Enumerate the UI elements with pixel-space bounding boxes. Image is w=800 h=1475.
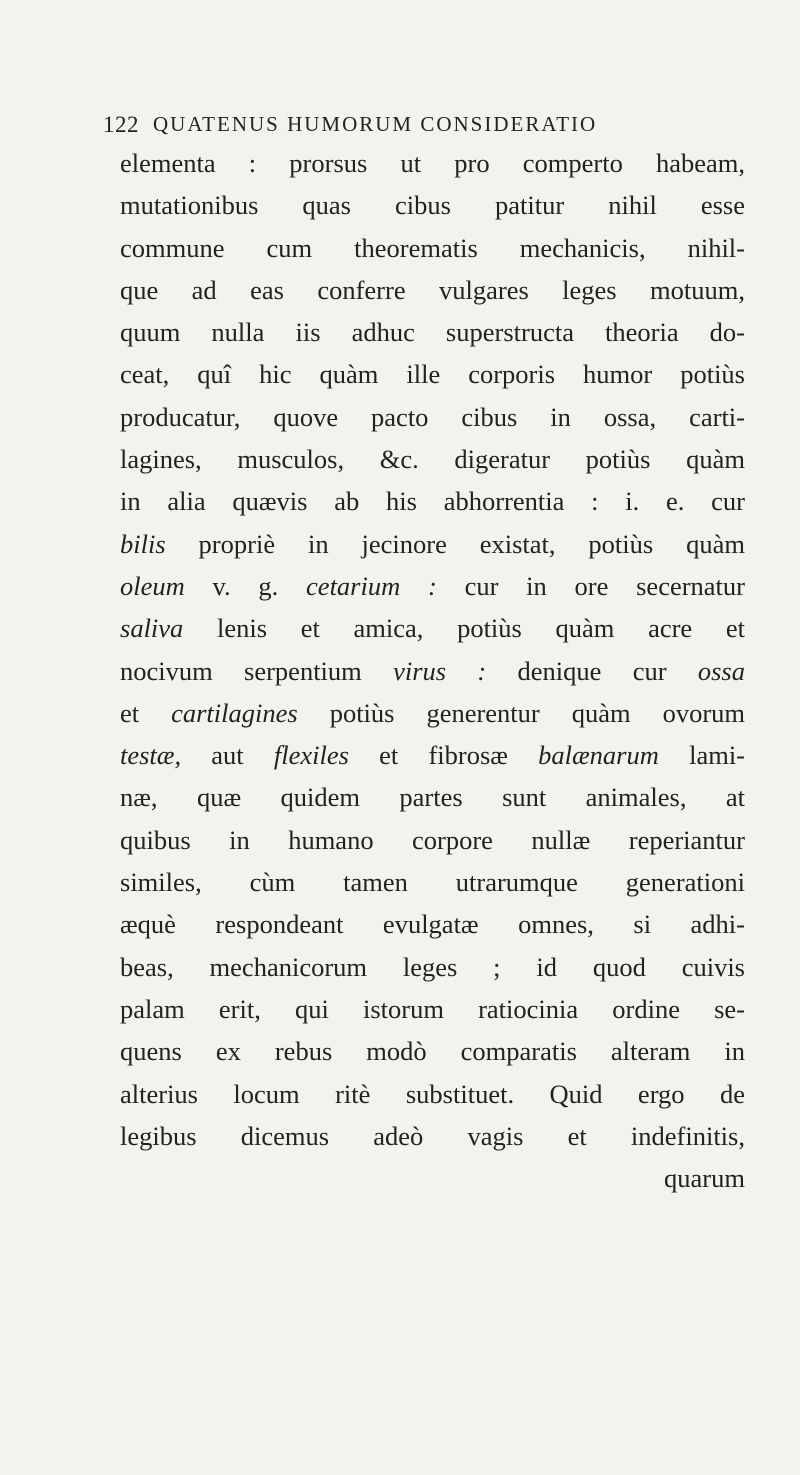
text-line: que ad eas conferre vulgares leges motuum,	[120, 274, 745, 305]
line-segment: propriè in jecinore existat, potiùs quàm	[165, 528, 745, 559]
text-line: legibus dicemus adeò vagis et indefinitis,	[120, 1120, 745, 1151]
text-line: quibus in humano corpore nullæ reperiantur	[120, 824, 745, 855]
text-line	[120, 607, 745, 649]
running-title: QUATENUS HUMORUM CONSIDERATIO	[153, 112, 598, 136]
italic-term: flexiles	[273, 740, 349, 771]
line-segment: et	[120, 697, 172, 728]
text-line: æquè respondeant evulgatæ omnes, si adhi-	[120, 909, 745, 940]
italic-term: ossa	[697, 655, 745, 686]
text-line	[120, 734, 745, 776]
text-line: lagines, musculos, &c. digeratur potiùs quàm	[120, 444, 745, 475]
text-line	[120, 565, 745, 607]
italic-term: bilis	[120, 528, 166, 559]
text-line: producatur, quove pacto cibus in ossa, carti-	[120, 401, 745, 432]
catchword: quarum	[664, 1163, 745, 1194]
line-segment: nocivum serpentium	[120, 655, 394, 686]
text-line: ceat, quî hic quàm ille corporis humor potiùs	[120, 359, 745, 390]
text-line: elementa : prorsus ut pro comperto habeam,	[120, 148, 745, 178]
body-text	[120, 142, 745, 1199]
text-line: næ, quæ quidem partes sunt animales, at	[120, 782, 745, 813]
text-line: mutationibus quas cibus patitur nihil esse	[120, 190, 745, 221]
italic-term: cartilagines	[171, 697, 298, 728]
text-line: in alia quævis ab his abhorrentia : i. e. cur	[120, 486, 745, 517]
text-line: quum nulla iis adhuc superstructa theoria do-	[120, 317, 745, 348]
text-line: beas, mechanicorum leges ; id quod cuivis	[120, 951, 745, 982]
italic-term: balænarum	[538, 740, 659, 771]
text-line	[120, 523, 745, 565]
line-segment: potiùs generentur quàm ovorum	[297, 697, 746, 728]
text-line: similes, cùm tamen utrarumque generationi	[120, 867, 745, 898]
italic-term: saliva	[120, 613, 184, 644]
running-head	[103, 112, 753, 142]
text-line: alterius locum ritè substituet. Quid ergo de	[120, 1078, 745, 1109]
text-line: quens ex rebus modò comparatis alteram in	[120, 1036, 745, 1067]
italic-term: oleum	[120, 570, 185, 601]
line-segment: lenis et amica, potiùs quàm acre et	[183, 613, 745, 644]
italic-term: cetarium :	[306, 570, 437, 601]
line-segment: cur in ore secernatur	[436, 570, 745, 601]
text-line	[120, 692, 745, 734]
line-segment: denique cur	[486, 655, 698, 686]
line-segment: et fibrosæ	[348, 740, 539, 771]
italic-term: testæ,	[120, 740, 182, 771]
text-line: commune cum theorematis mechanicis, nihil-	[120, 232, 745, 263]
line-segment: lami-	[658, 740, 746, 771]
page-number: 122	[103, 112, 139, 137]
line-segment: aut	[181, 740, 274, 771]
text-line: palam erit, qui istorum ratiocinia ordine se-	[120, 993, 745, 1024]
italic-term: virus :	[393, 655, 487, 686]
line-segment: v. g.	[184, 570, 307, 601]
text-line	[120, 650, 745, 692]
